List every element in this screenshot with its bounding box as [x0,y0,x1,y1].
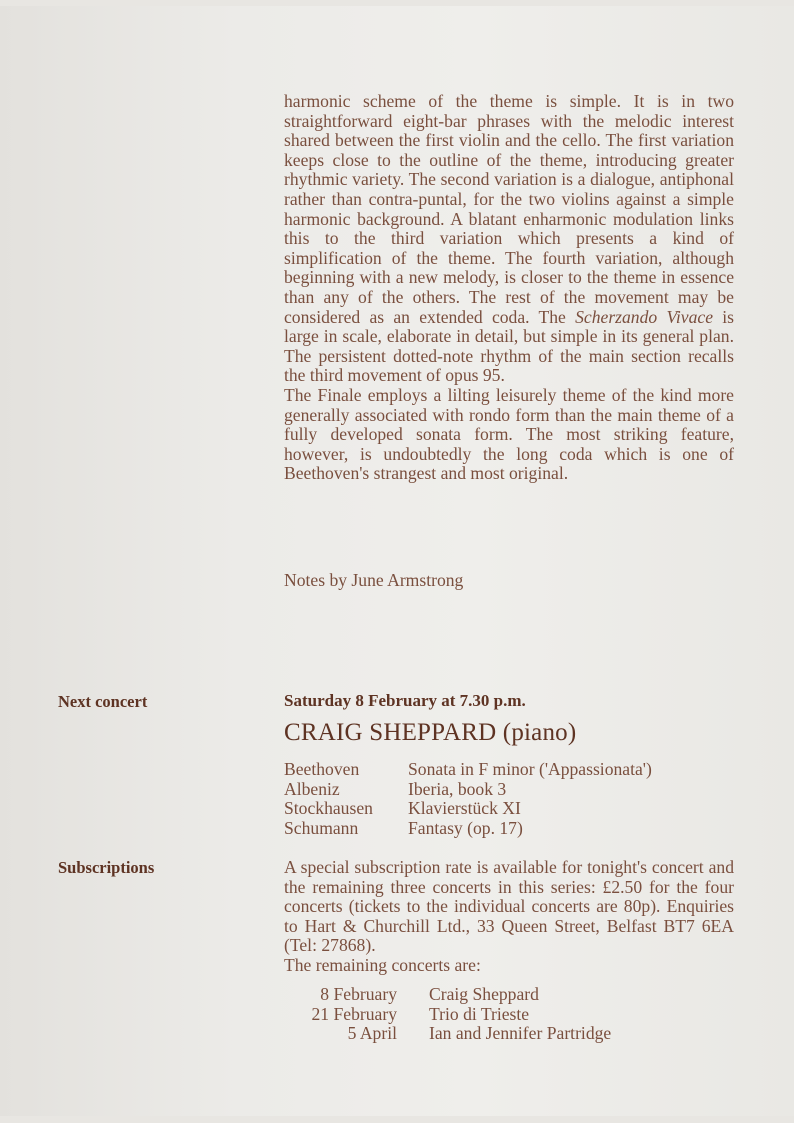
subscriptions-label: Subscriptions [58,858,155,877]
program-composer: Schumann [284,817,359,838]
program-composer: Albeniz [284,778,340,799]
remaining-row [284,1024,611,1044]
remaining-performer: Trio di Trieste [429,1003,530,1024]
remaining-row [284,1005,611,1025]
remaining-date: 21 February [311,1003,397,1024]
next-concert-label: Next concert [58,692,148,711]
remaining-performer: Craig Sheppard [429,984,539,1004]
notes-credit: Notes by June Armstrong [284,570,464,590]
remaining-intro: The remaining concerts are: [284,954,481,975]
program-work: Sonata in F minor ('Appassionata') [408,759,652,779]
program-work: Fantasy (op. 17) [408,817,523,838]
program-row [284,760,652,780]
programme-notes [284,92,734,484]
movement-title: Scherzando Vivace [575,306,714,327]
next-concert-performer: CRAIG SHEPPARD (piano) [284,719,577,746]
remaining-date: 5 April [347,1023,397,1044]
program-composer: Stockhausen [284,798,373,819]
program-row [284,799,652,819]
subscriptions-text: A special subscription rate is available for tonight's concert and the remaining three concerts in this series: £2.50 for the four concerts (tickets to the individual concerts are 80p). Enquiries to Hart & Churchill Ltd., 33 Queen Street, Belfast BT7 6EA (Tel: 27868). [284,857,734,956]
program-work: Klavierstück XI [408,798,521,819]
program-composer: Beethoven [284,759,360,779]
notes-paragraph-2: The Finale employs a lilting leisurely theme of the kind more generally associated with rondo form than the main theme of a fully developed sonata form. The most striking feature, however, is undoubtedly the long coda which is one of Beethoven's strangest and most original. [284,384,734,484]
remaining-date: 8 February [320,984,397,1004]
program-work: Iberia, book 3 [408,778,507,799]
next-concert-date: Saturday 8 February at 7.30 p.m. [284,691,526,710]
next-concert-program [284,760,652,838]
notes-paragraph-1: harmonic scheme of the theme is simple. It is in two straightforward eight-bar phrases with the melodic interest shared between the first violin and the cello. The first variation keeps close to the outline of the theme, introducing greater rhythmic variety. The second variation is a dialogue, antiphonal rather than contra-puntal, for the two violins against a simple harmonic background. A blatant enharmonic modulation links this to the third variation which presents a kind of simplification of the theme. The fourth variation, although beginning with a new melody, is closer to the theme in essence than any of the others. The rest of the movement may be considered as an extended coda. The Scherzando Vivace is large in scale, elaborate in detail, but simple in its general plan. The persistent dotted-note rhythm of the main section recalls the third movement of opus 95. [284,91,735,386]
program-row [284,819,652,839]
programme-page [0,6,794,1116]
remaining-concerts [284,985,611,1044]
subscriptions-section [284,858,734,976]
program-row [284,780,652,800]
remaining-performer: Ian and Jennifer Partridge [429,1023,612,1044]
remaining-row [284,985,611,1005]
